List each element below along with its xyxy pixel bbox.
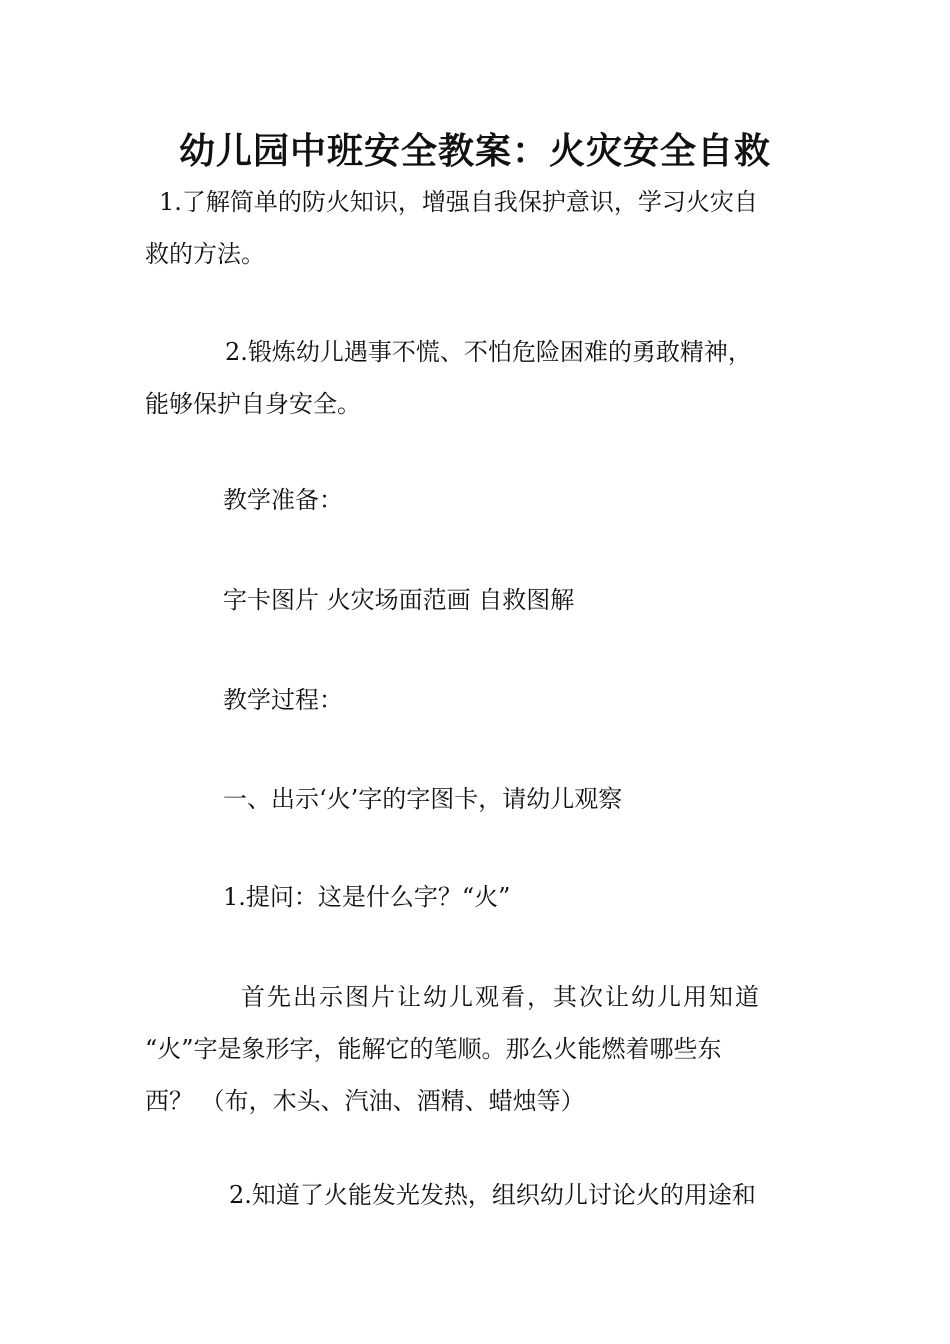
text-line: 首先出示图片让幼儿观看，其次让幼儿用知道 (241, 983, 761, 1011)
preparation-heading (145, 474, 807, 526)
text-line: 救的方法。 (145, 240, 265, 268)
text-line: 教学过程： (223, 686, 343, 714)
text-line: 一、出示‘火’字的字图卡，请幼儿观察 (223, 785, 623, 813)
text-line: 1.提问：这是什么字？“火” (223, 883, 511, 911)
preparation-materials (145, 574, 807, 626)
process-heading (145, 674, 807, 726)
discussion-paragraph (145, 1169, 807, 1221)
text-line: 教学准备： (223, 486, 343, 514)
text-line: 能够保护自身安全。 (145, 390, 361, 418)
text-line: 西？ （布，木头、汽油、酒精、蜡烛等） (145, 1087, 585, 1115)
text-line: “火”字是象形字，能解它的笔顺。那么火能燃着哪些东 (145, 1035, 722, 1063)
step-1-heading (145, 773, 807, 825)
question-paragraph (145, 871, 807, 923)
text-line: 1.了解简单的防火知识，增强自我保护意识，学习火灾自 (159, 188, 758, 216)
objective-2-paragraph (145, 326, 807, 430)
explanation-paragraph (145, 971, 807, 1127)
text-line: 2.锻炼幼儿遇事不慌、不怕危险困难的勇敢精神， (225, 338, 752, 366)
text-line: 字卡图片 火灾场面范画 自救图解 (223, 586, 575, 614)
text-line: 2.知道了火能发光发热，组织幼儿讨论火的用途和 (229, 1181, 756, 1209)
objective-1-paragraph (145, 176, 807, 280)
page-title: 幼儿园中班安全教案：火灾安全自救 (178, 131, 771, 172)
